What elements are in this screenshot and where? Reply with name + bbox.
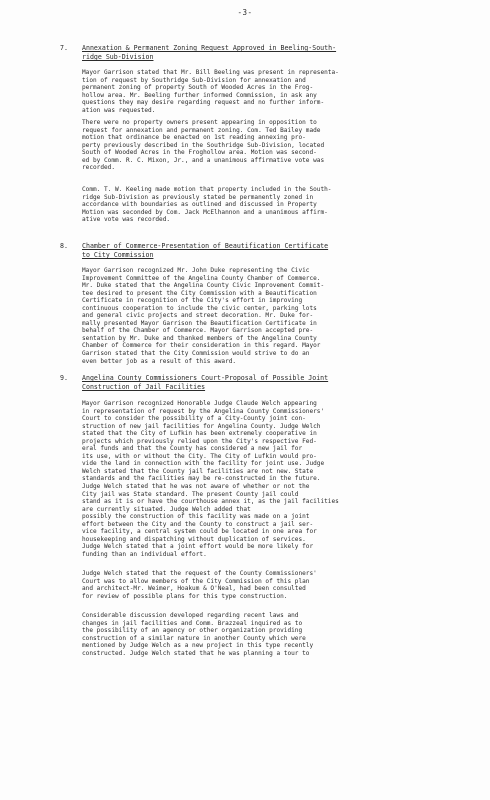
text-line: ridge Sub-Division as previously stated be permanently zoned in <box>82 193 314 201</box>
section-9-paragraph-1 <box>82 400 462 558</box>
text-line: tion of request by Southridge Sub-Division for annexation and <box>82 76 306 84</box>
text-line: and general civic projects and street decoration. Mr. Duke for- <box>82 312 314 320</box>
text-line: Improvement Committee of the Angelina County Chamber of Commerce. <box>82 274 321 282</box>
section-9-paragraph-2 <box>82 570 462 600</box>
section-7-heading <box>60 44 336 62</box>
text-line: eral funds and that the County has considered a new jail for <box>82 445 303 453</box>
text-line: and architect-Mr. Weimer, Hoakum & O'Neal, had been consulted <box>82 585 306 593</box>
section-8-heading <box>60 242 328 260</box>
section-7-heading-line-2: ridge Sub-Division <box>82 53 154 61</box>
page-number: -3- <box>237 8 253 17</box>
section-7-paragraph-1 <box>82 69 462 114</box>
section-7-paragraph-2 <box>82 119 462 172</box>
text-line: Comm. T. W. Keeling made motion that property included in the South- <box>82 186 332 193</box>
text-line: questions they may desire regarding request and no further inform- <box>82 99 325 107</box>
text-line: the possibility of an agency or other organization providing <box>82 627 303 635</box>
text-line: accordance with boundaries as outlined and discussed in Property <box>82 201 317 209</box>
section-8-heading-line-2: to City Commission <box>82 251 154 259</box>
text-line: motion that ordinance be enacted on 1st reading annexing pro- <box>82 134 306 142</box>
text-line: in representation of request by the Angelina County Commissioners' <box>82 407 325 415</box>
text-line: Certificate in recognition of the City's effort in improving <box>82 297 303 305</box>
text-line: for review of possible plans for this type construction. <box>82 592 288 600</box>
text-line: continuous cooperation to include the civic center, parking lots <box>82 304 317 312</box>
text-line: standards and the facilities may be re-constructed in the future. <box>82 475 321 483</box>
text-line: hollow area. Mr. Beeling further informed Commission, in ask any <box>82 91 317 99</box>
text-line: vide the land in connection with the facility for joint use. Judge <box>82 460 325 468</box>
text-line: Court to consider the possibility of a City-County joint con- <box>82 415 306 423</box>
section-9-paragraph-3 <box>82 612 462 657</box>
text-line: constructed. Judge Welch stated that he was planning a tour to <box>82 649 310 657</box>
text-line: permanent zoning of property South of Wooded Acres in the Frog- <box>82 84 314 92</box>
text-line: its use, with or without the City. The City of Lufkin would pro- <box>82 452 317 460</box>
section-9-heading-line-2: Construction of Jail Facilities <box>82 383 206 391</box>
text-line: are currently situated. Judge Welch added that <box>82 505 251 513</box>
text-line: There were no property owners present appearing in opposition to <box>82 119 317 126</box>
text-line: construction of a similar nature in another County which were <box>82 634 306 642</box>
text-line: housekeeping and dispatching without duplication of services. <box>82 535 306 543</box>
section-7-paragraph-3 <box>82 186 462 224</box>
section-7-heading-line-1: Annexation & Permanent Zoning Request Approved in Beeling-South- <box>82 44 337 52</box>
text-line: Considerable discussion developed regarding recent laws and <box>82 612 299 619</box>
text-line: projects which previously relied upon the City's respective Fed- <box>82 437 317 445</box>
text-line: changes in jail facilities and Comm. Brazzeal inquired as to <box>82 619 303 627</box>
text-line: tee desired to present the City Commission with a Beautification <box>82 289 317 297</box>
text-line: behalf of the Chamber of Commerce. Mayor Garrison accepted pre- <box>82 327 314 335</box>
text-line: Welch stated that the County jail facilities are not new. State <box>82 467 314 475</box>
text-line: Court was to allow members of the City Commission of this plan <box>82 577 310 585</box>
text-line: perty previously described in the Southridge Sub-Division, located <box>82 141 325 149</box>
text-line: Mayor Garrison recognized Mr. John Duke representing the Civic <box>82 267 310 274</box>
text-line: mally presented Mayor Garrison the Beautification Certificate in <box>82 319 317 327</box>
text-line: stand as it is or have the courthouse annex it, as the jail facilities <box>82 498 339 506</box>
text-line: Mayor Garrison recognized Honorable Judge Claude Welch appearing <box>82 400 317 407</box>
text-line: stated that the City of Lufkin has been extremely cooperative in <box>82 430 317 438</box>
text-line: Garrison stated that the City Commission would strive to do an <box>82 350 310 358</box>
text-line: Mayor Garrison stated that Mr. Bill Beeling was present in representa- <box>82 69 339 76</box>
section-8-paragraph-1 <box>82 267 462 365</box>
text-line: request for annexation and permanent zoning. Com. Ted Bailey made <box>82 126 321 134</box>
section-9-number: 9. <box>60 374 68 382</box>
text-line: Judge Welch stated that a joint effort would be more likely for <box>82 543 314 551</box>
text-line: possibly the construction of this facility was made on a joint <box>82 513 310 521</box>
section-8-number: 8. <box>60 242 68 250</box>
text-line: Judge Welch stated that he was not aware of whether or not the <box>82 483 310 491</box>
text-line: even better job as a result of this award. <box>82 357 237 365</box>
text-line: ation was requested. <box>82 106 156 114</box>
text-line: funding than an individual effort. <box>82 550 207 558</box>
text-line: recorded. <box>82 164 116 172</box>
text-line: vice facility, a central system could be located in one area for <box>82 528 317 536</box>
text-line: effort between the City and the County to construct a jail ser- <box>82 520 314 528</box>
section-9-heading-line-1: Angelina County Commissioners Court-Proposal of Possible Joint <box>82 374 329 382</box>
text-line: ed by Comm. R. C. Mixon, Jr., and a unanimous affirmative vote was <box>82 156 325 164</box>
text-line: Judge Welch stated that the request of the County Commissioners' <box>82 570 317 577</box>
text-line: sentation by Mr. Duke and thanked members of the Angelina County <box>82 334 317 342</box>
text-line: struction of new jail facilities for Angelina County. Judge Welch <box>82 422 321 430</box>
section-8-heading-line-1: Chamber of Commerce-Presentation of Beautification Certificate <box>82 242 329 250</box>
section-9-heading <box>60 374 328 392</box>
text-line: mentioned by Judge Welch as a new project in this type recently <box>82 642 314 650</box>
text-line: City jail was State standard. The present County jail could <box>82 490 299 498</box>
text-line: Motion was seconded by Com. Jack McElhannon and a unanimous affirm- <box>82 208 328 216</box>
text-line: Chamber of Commerce for their consideration in this regard. Mayor <box>82 342 321 350</box>
text-line: Mr. Duke stated that the Angelina County Civic Improvement Commit- <box>82 282 325 290</box>
text-line: ative vote was recorded. <box>82 216 171 224</box>
text-line: South of Wooded Acres in the Froghollow area. Motion was second- <box>82 149 317 157</box>
section-7-number: 7. <box>60 44 68 52</box>
